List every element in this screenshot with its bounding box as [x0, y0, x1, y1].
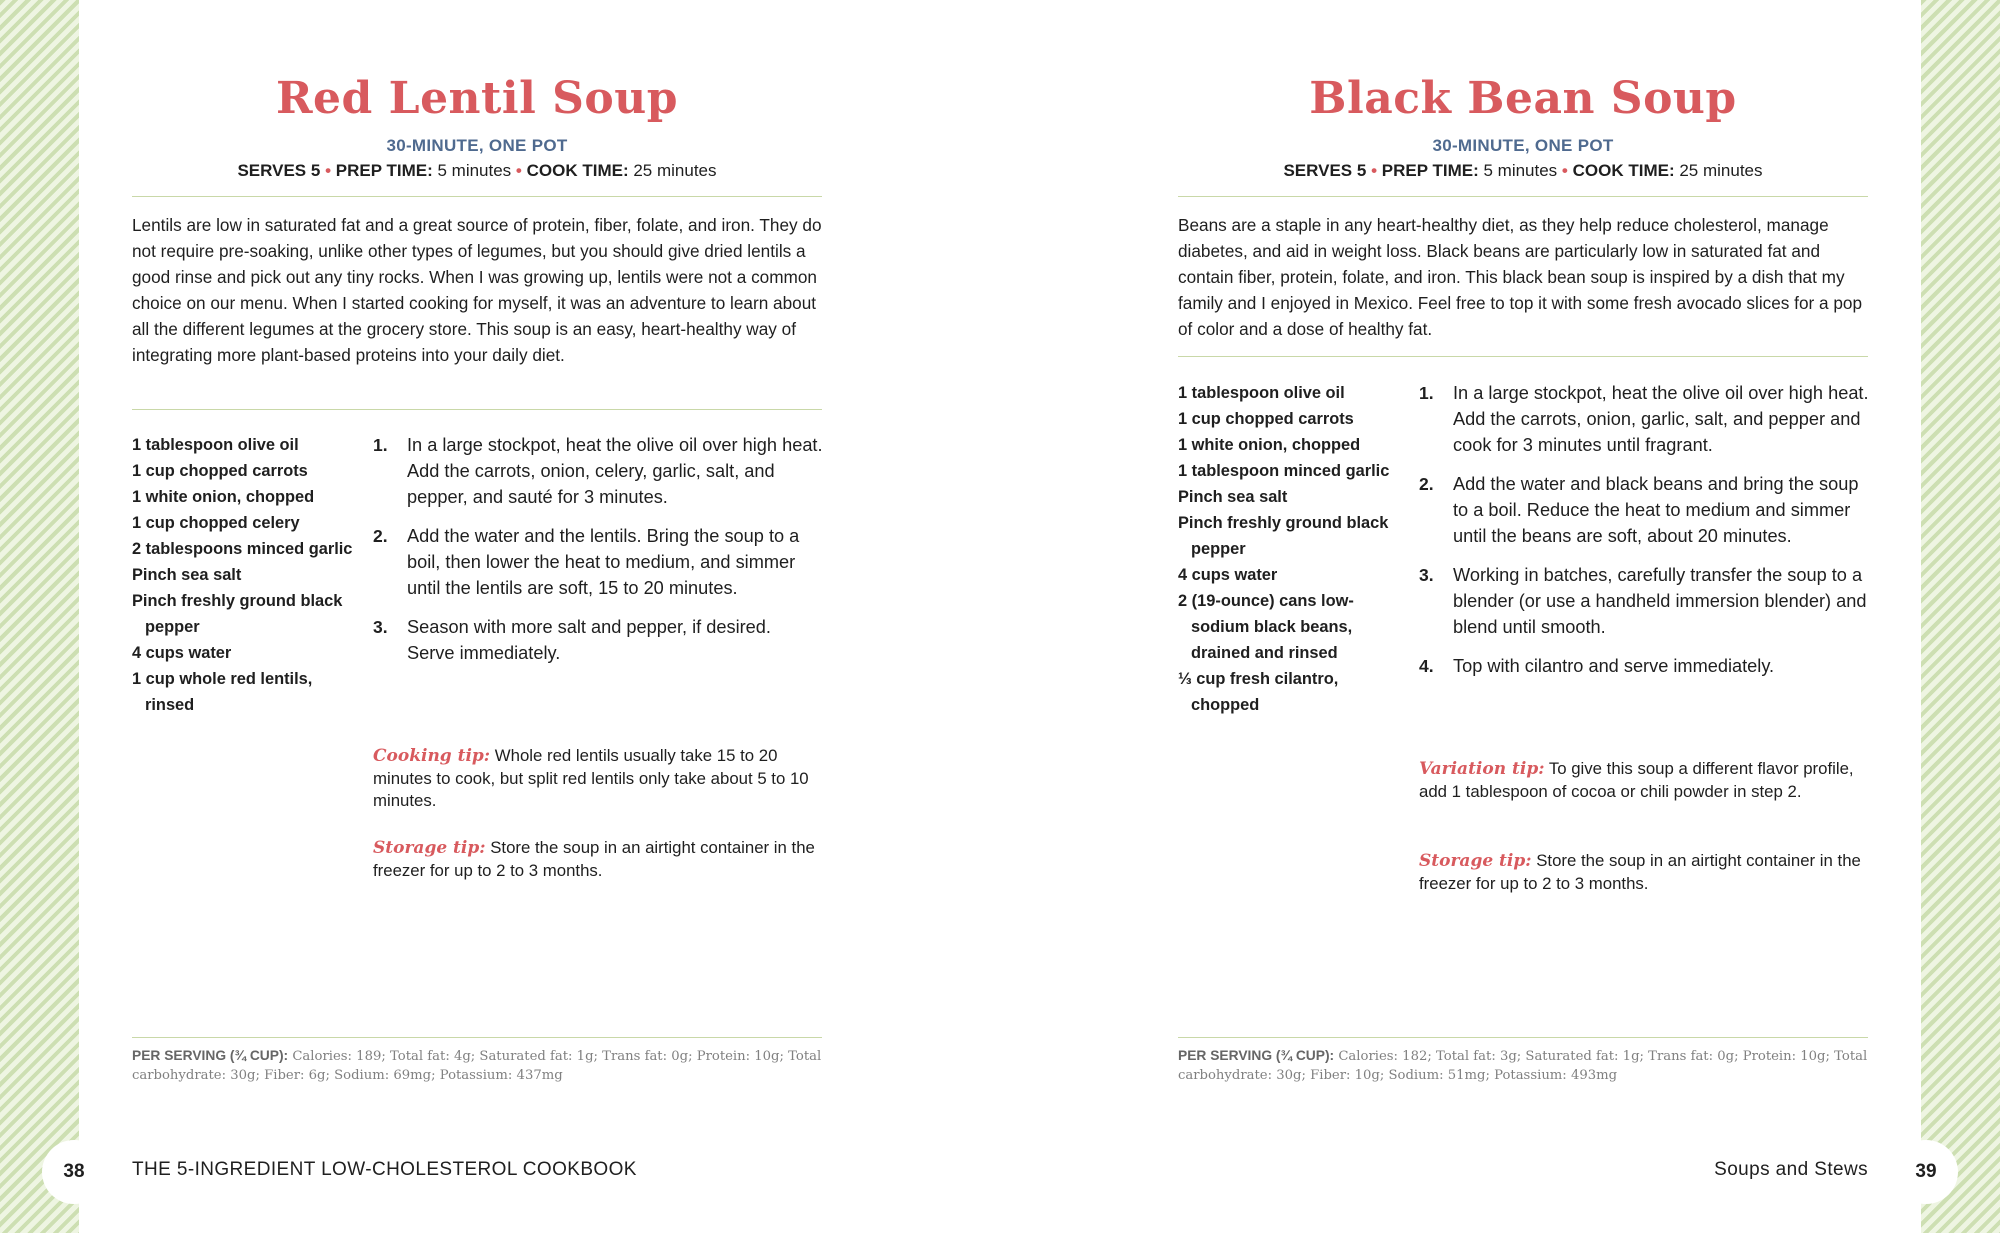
step-list — [1419, 380, 1869, 692]
chapter-title-footer: Soups and Stews — [1714, 1159, 1868, 1180]
tip-label: Storage tip: — [1419, 851, 1532, 871]
prep-time-label: PREP TIME: — [1381, 161, 1479, 180]
cooking-tip — [373, 745, 823, 813]
storage-tip — [373, 837, 823, 882]
tip-label: Variation tip: — [1419, 759, 1545, 779]
ingredient-item: Pinch sea salt — [1178, 488, 1288, 506]
ingredient-item: 1 tablespoon minced garlic — [1178, 462, 1390, 480]
divider — [132, 1037, 822, 1038]
cook-time-value: 25 minutes — [1679, 161, 1763, 180]
tip-text: Whole red lentils usually take 15 to 20 minutes to cook, but split red lentils only take about 5 to 10 minutes. — [373, 746, 809, 810]
divider — [1178, 196, 1868, 197]
step-item — [373, 614, 823, 666]
tip-text: Store the soup in an airtight container in the freezer for up to 2 to 3 months. — [373, 838, 815, 880]
step-item — [1419, 380, 1869, 458]
serves-value: 5 — [1356, 161, 1367, 180]
step-text: Working in batches, carefully transfer the soup to a blender (or use a handheld immersion blender) and blend until smooth. — [1453, 565, 1867, 637]
variation-tip — [1419, 758, 1869, 803]
ingredient-item: 2 (19-ounce) cans low-sodium black beans, drained and rinsed — [1178, 592, 1354, 662]
step-number: 3. — [373, 617, 388, 637]
serves-label: SERVES — [1283, 161, 1353, 180]
ingredient-item: 1 tablespoon olive oil — [132, 436, 299, 454]
divider — [132, 196, 822, 197]
divider — [132, 409, 822, 410]
separator-dot: • — [515, 161, 522, 180]
tip-label: Storage tip: — [373, 838, 486, 858]
step-item — [1419, 562, 1869, 640]
nutrition-label: PER SERVING (¾ CUP): — [132, 1048, 289, 1063]
step-number: 1. — [373, 435, 388, 455]
step-number: 2. — [1419, 474, 1434, 494]
ingredient-list — [132, 432, 357, 718]
nutrition-info — [1178, 1046, 1878, 1085]
prep-time-value: 5 minutes — [437, 161, 512, 180]
step-text: In a large stockpot, heat the olive oil over high heat. Add the carrots, onion, garlic, salt, and pepper and cook for 3 minutes until fragrant. — [1453, 383, 1869, 455]
recipe-title: Red Lentil Soup — [275, 73, 679, 124]
step-text: Top with cilantro and serve immediately. — [1453, 656, 1775, 676]
step-text: Add the water and the lentils. Bring the soup to a boil, then lower the heat to medium, and simmer until the lentils are soft, 15 to 20 minutes. — [407, 526, 800, 598]
divider — [1178, 1037, 1868, 1038]
page-number-left: 38 — [42, 1140, 106, 1204]
ingredient-item: 1 white onion, chopped — [132, 488, 315, 506]
ingredient-item: 1 cup chopped carrots — [1178, 410, 1354, 428]
prep-time-label: PREP TIME: — [335, 161, 433, 180]
step-text: Season with more salt and pepper, if desired. Serve immediately. — [407, 617, 771, 663]
recipe-intro: Beans are a staple in any heart-healthy diet, as they help reduce cholesterol, manage diabetes, and aid in weight loss. Black beans are particularly low in saturated fat and contain fiber, protein, folate, and iron. This black bean soup is inspired by a dish that my family and I enjoyed in Mexico. Feel free to top it with some fresh avocado slices for a pop of color and a dose of healthy fat. — [1178, 215, 1863, 339]
storage-tip — [1419, 850, 1869, 895]
left-page-stripe-border — [0, 0, 79, 1233]
ingredient-item: ⅓ cup fresh cilantro, chopped — [1178, 670, 1339, 714]
ingredient-item: Pinch freshly ground black pepper — [132, 592, 343, 636]
ingredient-item: 1 white onion, chopped — [1178, 436, 1361, 454]
recipe-tags: 30-MINUTE, ONE POT — [386, 136, 568, 155]
ingredient-item: 4 cups water — [132, 644, 232, 662]
separator-dot: • — [325, 161, 332, 180]
serves-label: SERVES — [237, 161, 307, 180]
ingredient-item: 1 cup chopped carrots — [132, 462, 308, 480]
separator-dot: • — [1371, 161, 1378, 180]
recipe-title: Black Bean Soup — [1309, 73, 1737, 124]
step-number: 4. — [1419, 656, 1434, 676]
step-list — [373, 432, 823, 679]
page-number-right: 39 — [1894, 1140, 1958, 1204]
tip-text: To give this soup a different flavor profile, add 1 tablespoon of cocoa or chili powder in step 2. — [1419, 759, 1854, 801]
ingredient-item: Pinch sea salt — [132, 566, 242, 584]
cook-time-label: COOK TIME: — [526, 161, 629, 180]
ingredient-item: Pinch freshly ground black pepper — [1178, 514, 1389, 558]
ingredient-item: 1 cup chopped celery — [132, 514, 300, 532]
nutrition-values: Calories: 182; Total fat: 3g; Saturated fat: 1g; Trans fat: 0g; Protein: 10g; Total carbohydrate: 30g; Fiber: 10g; Sodium: 51mg; Potassium: 493mg — [1178, 1049, 1868, 1083]
step-item — [1419, 653, 1869, 679]
separator-dot: • — [1561, 161, 1568, 180]
step-item — [1419, 471, 1869, 549]
step-text: Add the water and black beans and bring the soup to a boil. Reduce the heat to medium and simmer until the beans are soft, about 20 minutes. — [1453, 474, 1859, 546]
ingredient-item: 1 cup whole red lentils, rinsed — [132, 670, 313, 714]
step-number: 2. — [373, 526, 388, 546]
cook-time-value: 25 minutes — [633, 161, 717, 180]
recipe-meta — [1178, 161, 1868, 181]
ingredient-item: 1 tablespoon olive oil — [1178, 384, 1345, 402]
ingredient-item: 4 cups water — [1178, 566, 1278, 584]
step-item — [373, 523, 823, 601]
step-text: In a large stockpot, heat the olive oil over high heat. Add the carrots, onion, celery, garlic, salt, and pepper, and sauté for 3 minutes. — [407, 435, 823, 507]
nutrition-label: PER SERVING (¾ CUP): — [1178, 1048, 1335, 1063]
prep-time-value: 5 minutes — [1483, 161, 1558, 180]
cook-time-label: COOK TIME: — [1572, 161, 1675, 180]
step-item — [373, 432, 823, 510]
right-page-stripe-border — [1921, 0, 2000, 1233]
nutrition-values: Calories: 189; Total fat: 4g; Saturated fat: 1g; Trans fat: 0g; Protein: 10g; Total carbohydrate: 30g; Fiber: 6g; Sodium: 69mg; Potassium: 437mg — [132, 1049, 822, 1083]
step-number: 1. — [1419, 383, 1434, 403]
nutrition-info — [132, 1046, 832, 1085]
ingredient-item: 2 tablespoons minced garlic — [132, 540, 353, 558]
recipe-intro: Lentils are low in saturated fat and a great source of protein, fiber, folate, and iron. They do not require pre-soaking, unlike other types of legumes, but you should give dried lentils a good rinse and pick out any tiny rocks. When I was growing up, lentils were not a common choice on our menu. When I started cooking for myself, it was an adventure to learn about all the different legumes at the grocery store. This soup is an easy, heart-healthy way of integrating more plant-based proteins into your daily diet. — [132, 215, 822, 365]
tip-text: Store the soup in an airtight container in the freezer for up to 2 to 3 months. — [1419, 851, 1861, 893]
step-number: 3. — [1419, 565, 1434, 585]
recipe-tags: 30-MINUTE, ONE POT — [1432, 136, 1614, 155]
tip-label: Cooking tip: — [373, 746, 491, 766]
ingredient-list — [1178, 380, 1403, 718]
serves-value: 5 — [310, 161, 321, 180]
divider — [1178, 356, 1868, 357]
book-title-footer: THE 5-INGREDIENT LOW-CHOLESTEROL COOKBOOK — [132, 1159, 637, 1180]
recipe-meta — [132, 161, 822, 181]
